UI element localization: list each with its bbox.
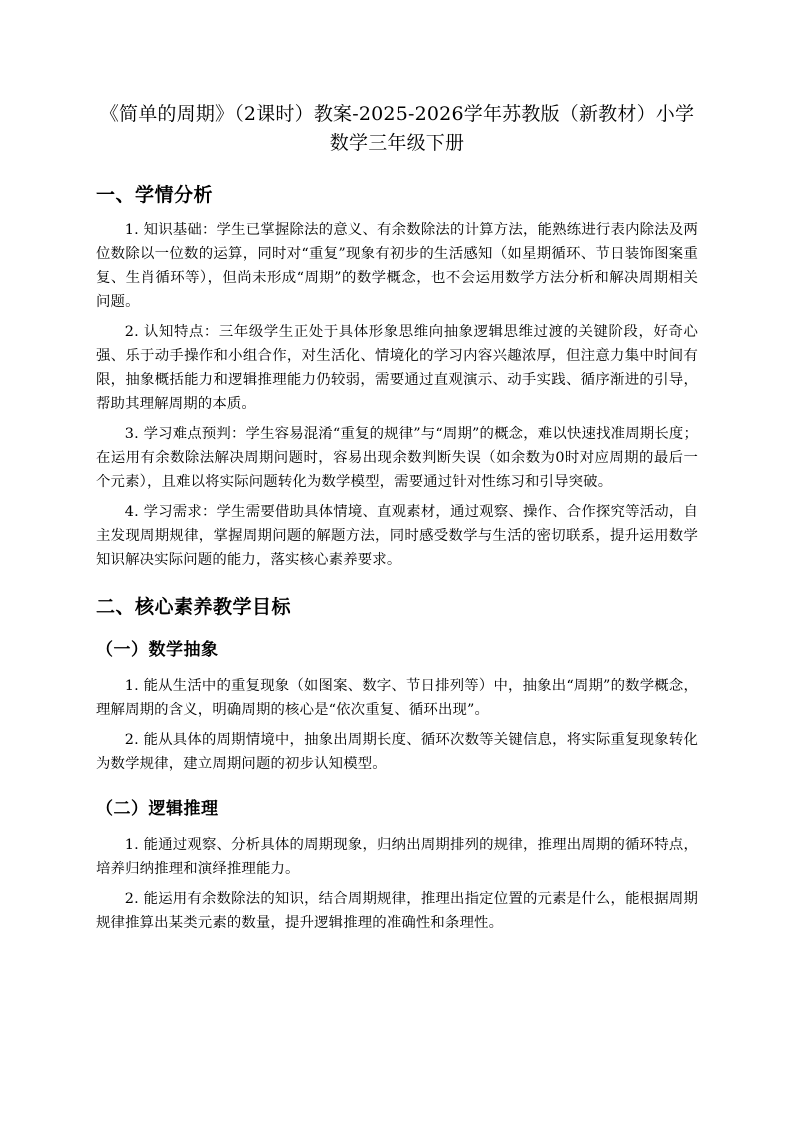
paragraph: 1. 知识基础：学生已掌握除法的意义、有余数除法的计算方法，能熟练进行表内除法及两位数除以一位数的运算，同时对“重复”现象有初步的生活感知（如星期循环、节日装饰图案重复、生肖循环等），但尚未形成“周期”的数学概念，也不会运用数学方法分析和解决周期相关问题。 [96, 222, 698, 310]
paragraph: 1. 能通过观察、分析具体的周期现象，归纳出周期排列的规律，推理出周期的循环特点，培养归纳推理和演绎推理能力。 [96, 837, 698, 877]
paragraph: 2. 能从具体的周期情境中，抽象出周期长度、循环次数等关键信息，将实际重复现象转化为数学规律，建立周期问题的初步认知模型。 [96, 732, 698, 772]
paragraph: 1. 能从生活中的重复现象（如图案、数字、节日排列等）中，抽象出“周期”的数学概念，理解周期的含义，明确周期的核心是“依次重复、循环出现”。 [96, 678, 698, 718]
paragraph: 2. 认知特点：三年级学生正处于具体形象思维向抽象逻辑思维过渡的关键阶段，好奇心强、乐于动手操作和小组合作，对生活化、情境化的学习内容兴趣浓厚，但注意力集中时间有限，抽象概括能力和逻辑推理能力仍较弱，需要通过直观演示、动手实践、循序渐进的引导，帮助其理解周期的本质。 [96, 324, 698, 412]
paragraph: 3. 学习难点预判：学生容易混淆“重复的规律”与“周期”的概念，难以快速找准周期长度；在运用有余数除法解决周期问题时，容易出现余数判断失误（如余数为0时对应周期的最后一个元素），且难以将实际问题转化为数学模型，需要通过针对性练习和引导突破。 [96, 426, 698, 490]
section-heading-teaching-goals: 二、核心素养教学目标 [96, 596, 292, 618]
document-title: 《简单的周期》（2课时）教案-2025-2026学年苏教版（新教材）小学数学三年级下册 [99, 103, 695, 154]
document-page [96, 100, 698, 935]
paragraph: 4. 学习需求：学生需要借助具体情境、直观素材，通过观察、操作、合作探究等活动，自主发现周期规律，掌握周期问题的解题方法，同时感受数学与生活的密切联系，提升运用数学知识解决实际问题的能力，落实核心素养要求。 [96, 504, 698, 568]
subsection-heading-logical-reasoning: （二）逻辑推理 [96, 799, 219, 819]
subsection-heading-math-abstraction: （一）数学抽象 [96, 640, 219, 660]
paragraph: 2. 能运用有余数除法的知识，结合周期规律，推理出指定位置的元素是什么，能根据周期规律推算出某类元素的数量，提升逻辑推理的准确性和条理性。 [96, 891, 698, 931]
section-heading-learning-analysis: 一、学情分析 [96, 184, 214, 206]
